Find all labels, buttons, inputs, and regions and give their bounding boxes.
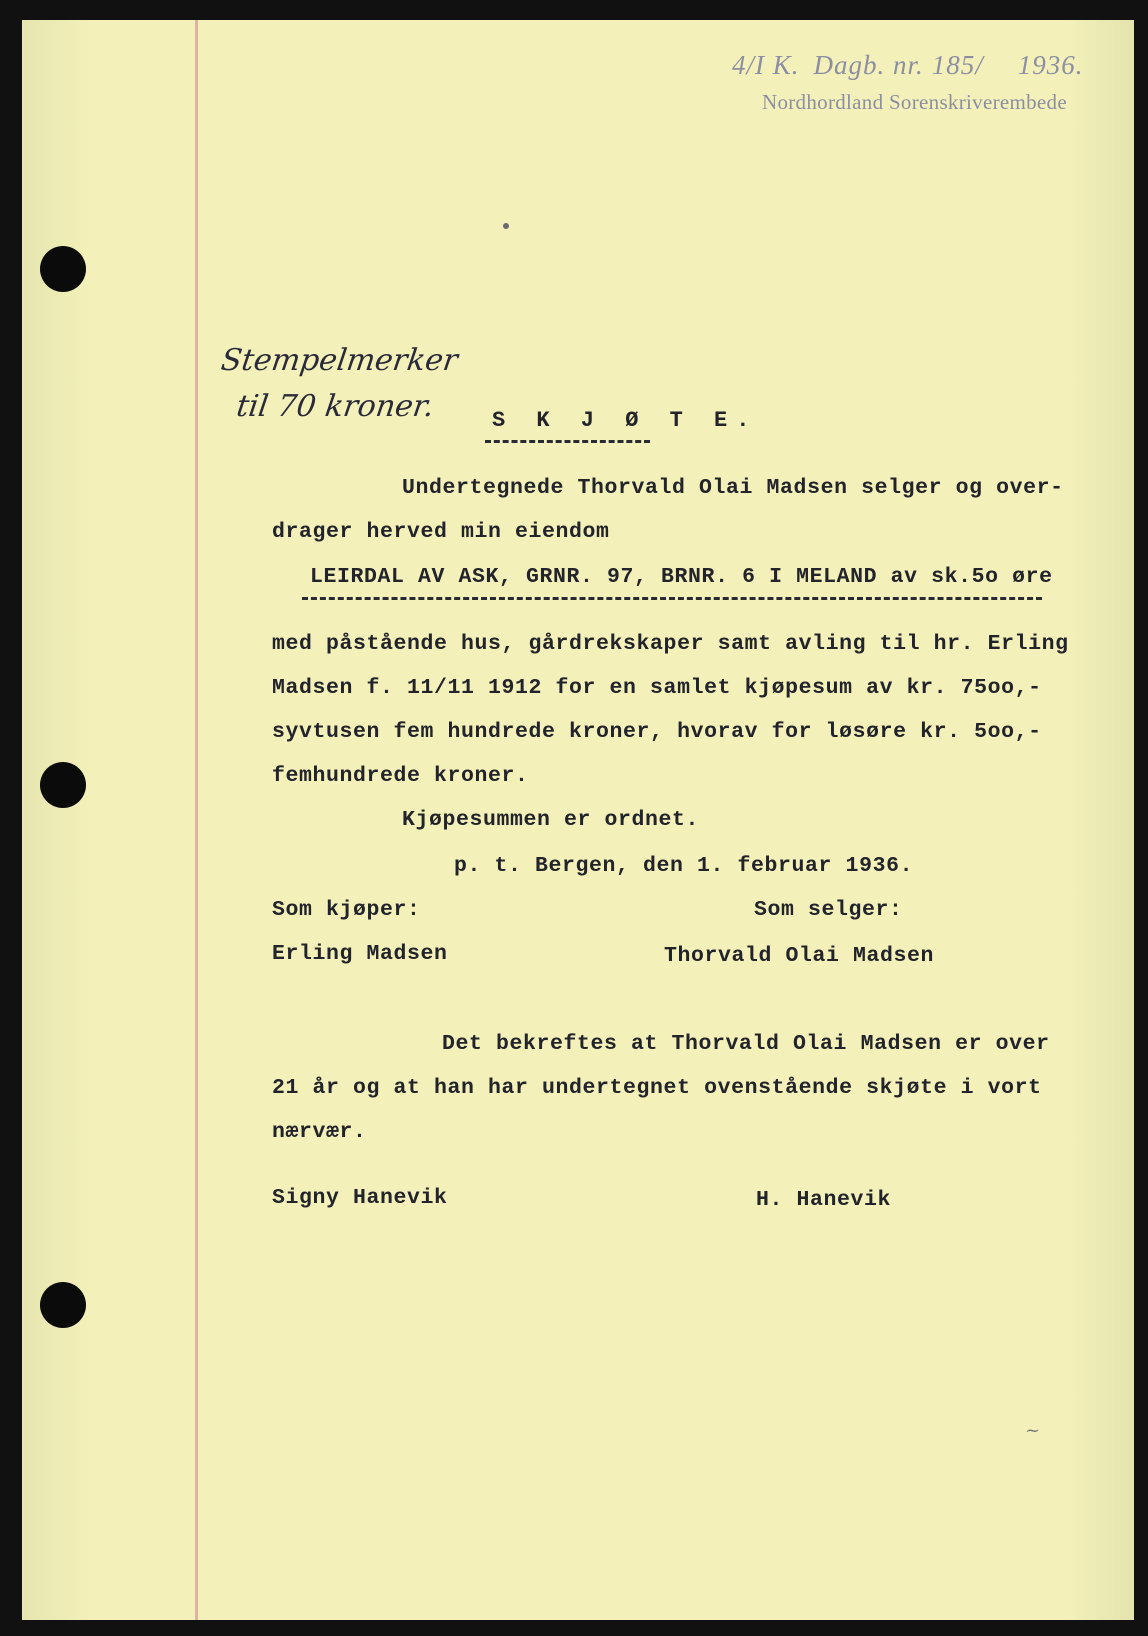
intro-line-2: drager herved min eiendom (272, 520, 610, 544)
property-line: LEIRDAL AV ASK, GRNR. 97, BRNR. 6 I MELAND av sk.5o øre (310, 565, 1053, 589)
pencil-mark: ~ (1025, 1420, 1041, 1441)
stamp-label: Dagb. nr. (813, 50, 924, 80)
stamp-mark: 4/I K. (732, 50, 800, 80)
seller-label: Som selger: (754, 898, 903, 922)
document-page (22, 20, 1134, 1620)
intro-line-1: Undertegnede Thorvald Olai Madsen selger og over- (402, 476, 1064, 500)
body-line-1: med påstående hus, gårdrekskaper samt avling til hr. Erling (272, 632, 1069, 656)
buyer-name: Erling Madsen (272, 942, 448, 966)
place-date-line: p. t. Bergen, den 1. februar 1936. (454, 854, 914, 878)
confirm-line-2: 21 år og at han har undertegnet ovenstående skjøte i vort (272, 1076, 1042, 1100)
punch-hole-bottom (40, 1282, 86, 1328)
margin-line (195, 20, 198, 1620)
seller-name: Thorvald Olai Madsen (664, 944, 935, 968)
body-line-4: femhundrede kroner. (272, 764, 529, 788)
witness-2: H. Hanevik (756, 1188, 892, 1212)
registry-stamp (722, 50, 1122, 120)
payment-line: Kjøpesummen er ordnet. (402, 808, 700, 832)
punch-hole-middle (40, 762, 86, 808)
body-line-2: Madsen f. 11/11 1912 for en samlet kjøpesum av kr. 75oo,- (272, 676, 1042, 700)
buyer-label: Som kjøper: (272, 898, 421, 922)
body-line-3: syvtusen fem hundrede kroner, hvorav for løsøre kr. 5oo,- (272, 720, 1042, 744)
ink-speck (503, 223, 509, 229)
stamp-number: 185/ (931, 50, 984, 80)
punch-hole-top (40, 246, 86, 292)
witness-1: Signy Hanevik (272, 1186, 448, 1210)
stamp-year: 1936. (1017, 50, 1084, 80)
handwritten-line-2: til 70 kroner. (234, 389, 437, 424)
title-underline (485, 440, 650, 443)
handwritten-note (212, 338, 461, 430)
document-title: S K J Ø T E. (492, 408, 759, 433)
property-underline (302, 597, 1042, 600)
confirm-line-3: nærvær. (272, 1120, 367, 1144)
handwritten-line-1: Stempelmerker (218, 343, 460, 378)
stamp-office: Nordhordland Sorenskriverembede (762, 90, 1067, 114)
confirm-line-1: Det bekreftes at Thorvald Olai Madsen er over (442, 1032, 1050, 1056)
